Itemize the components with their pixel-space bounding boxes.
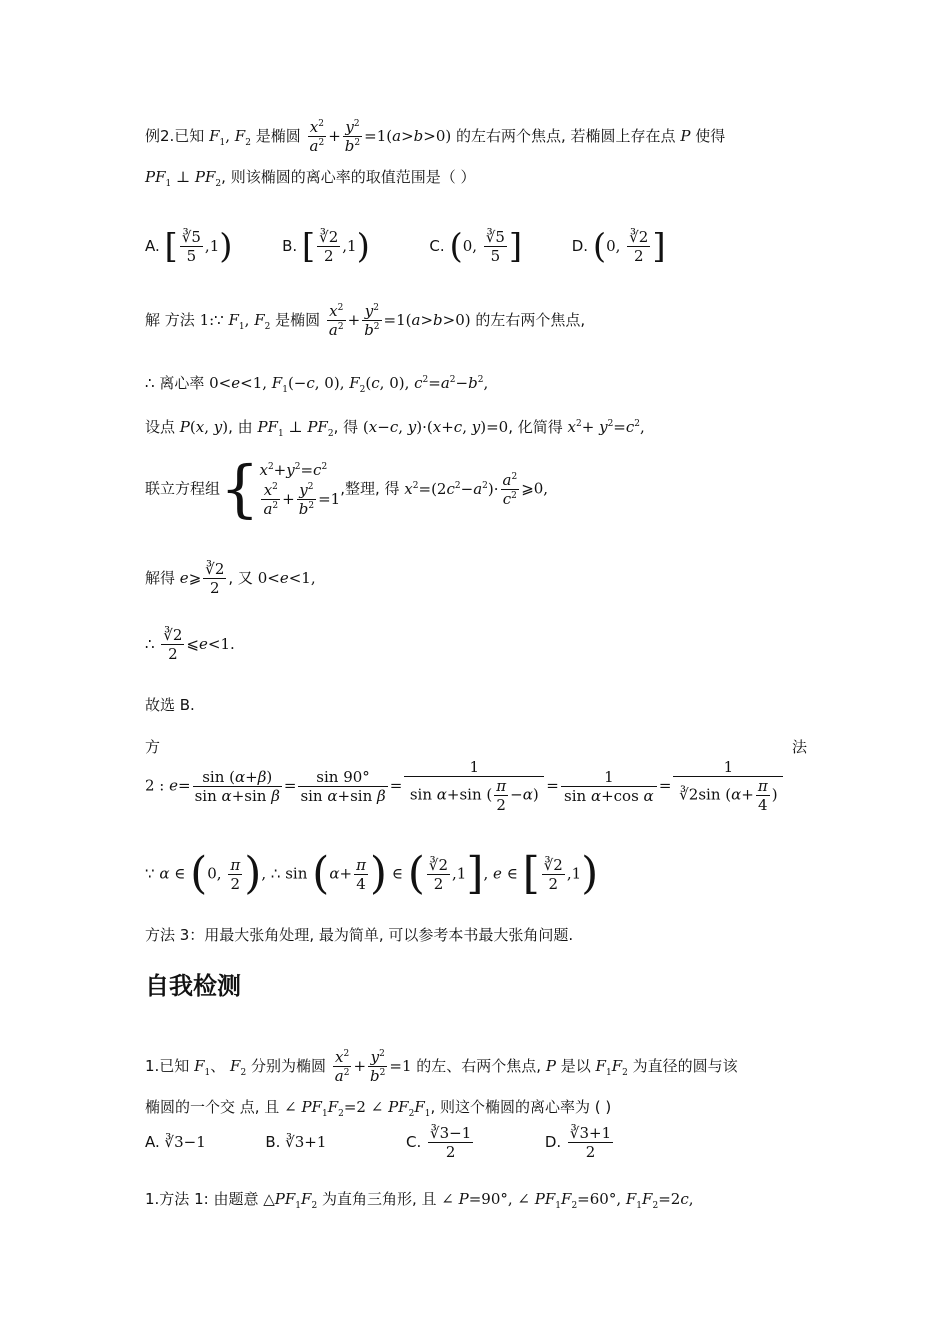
question1-options: A. ∛3−1 B. ∛3+1 C. $\frac{∛3-1}{2}$ D. $\frac{∛3+1}{2}$ [145, 1124, 612, 1161]
solution-choice: 故选 B. [145, 696, 195, 714]
example-options: A. [ $\frac{∛5}{5}$ ,1) B. [ $\frac{∛2}{2}$ ,1) C. (0, $\frac{∛5}{5}$ ] D. (0, $\frac{∛2}{2}$ ] [145, 226, 666, 267]
solution-method1: 解 方法 1:∵ $F_1$, $F_2$ 是椭圆 $\frac{x^2}{a^2}$ + $\frac{y^2}{b^2}$ =1(a>b>0) 的左右两个焦点, [145, 302, 586, 339]
solution-line-2: ∴ 离心率 0<e<1, $F_1(-c$, 0), $F_2(c$, 0), $c^2=a^2-b^2$, [145, 374, 489, 395]
question1-line-2: 椭圆的一个交 点, 且 ∠ $PF_1F_2=2$ ∠ $PF_2F_1$, 则这个椭圆的离心率为 ( ) [145, 1098, 612, 1119]
section-title: 自我检测 [145, 972, 241, 1000]
question1-line-1: 1.已知 $F_1$、 $F_2$ 分别为椭圆 $\frac{x^2}{a^2}$ + $\frac{y^2}{b^2}$ =1 的左、右两个焦点, P 是以 $F_1F_2$ 为直径的圆与该 [145, 1048, 738, 1085]
method2-left-word: 方 [145, 738, 161, 756]
method2-range: ∵ α ∈ (0, $\frac{\pi}{2}$ ), ∴ sin (α+ $\frac{\pi}{4}$ ) ∈ ( $\frac{∛2}{2}$ ,1], e ∈ [ $\frac{∛2}{2}$ ,1) [145, 848, 599, 899]
solution-line-6: ∴ $\frac{∛2}{2}$ ⩽e<1. [145, 626, 235, 663]
solution-line-5: 解得 e⩾ $\frac{∛2}{2}$ , 又 0<e<1, [145, 560, 316, 597]
example-statement-line-1: 例2.已知 $F_1$, $F_2$ 是椭圆 $\frac{x^2}{a^2}$ + $\frac{y^2}{b^2}$ =1(a>b>0) 的左右两个焦点, 若椭圆上存在点 P 使得 [145, 118, 726, 155]
answer1-line: 1.方法 1: 由题意 $\triangle PF_1F_2$ 为直角三角形, 且 ∠ P=90°, ∠ $PF_1F_2=60^\circ$, $F_1F_2=2c$, [145, 1190, 694, 1211]
solution-line-3: 设点 P(x, y), 由 $PF_1$ ⊥ $PF_2$, 得 (x−c, y)·(x+c, y)=0, 化简得 $x^2+ y^2=c^2$, [145, 418, 645, 439]
method3-text: 方法 3：用最大张角处理, 最为简单, 可以参考本书最大张角问题. [145, 926, 574, 944]
solution-line-4: 联立方程组{ $x^2+y^2=c^2$ $\frac{x^2}{a^2}$ + $\frac{y^2}{b^2}$ =1 ,整理, 得 $x^2=(2c^2-a^2)\cdot$ $\frac{a^2}{c^2}$ ⩾0, [145, 452, 549, 525]
method2-right-word: 法 [791, 738, 807, 756]
example-statement-line-2: $PF_1$ ⊥ $PF_2$, 则该椭圆的离心率的取值范围是（ ） [145, 168, 476, 189]
method2-formula: 2 : e= $\frac{\sin (\alpha+\beta)}{\text{sin α+sin β}}$ = $\frac{\sin 90^\circ}{\text{sin α+sin β}}$ = 1 sin α+sin ( $\frac{\pi}{2}$ −α) = $\frac{1}{\text{sin α+cos α}}$ = 1 ∛2sin (α+ $\frac{\pi}{4}$ ) [145, 758, 785, 814]
